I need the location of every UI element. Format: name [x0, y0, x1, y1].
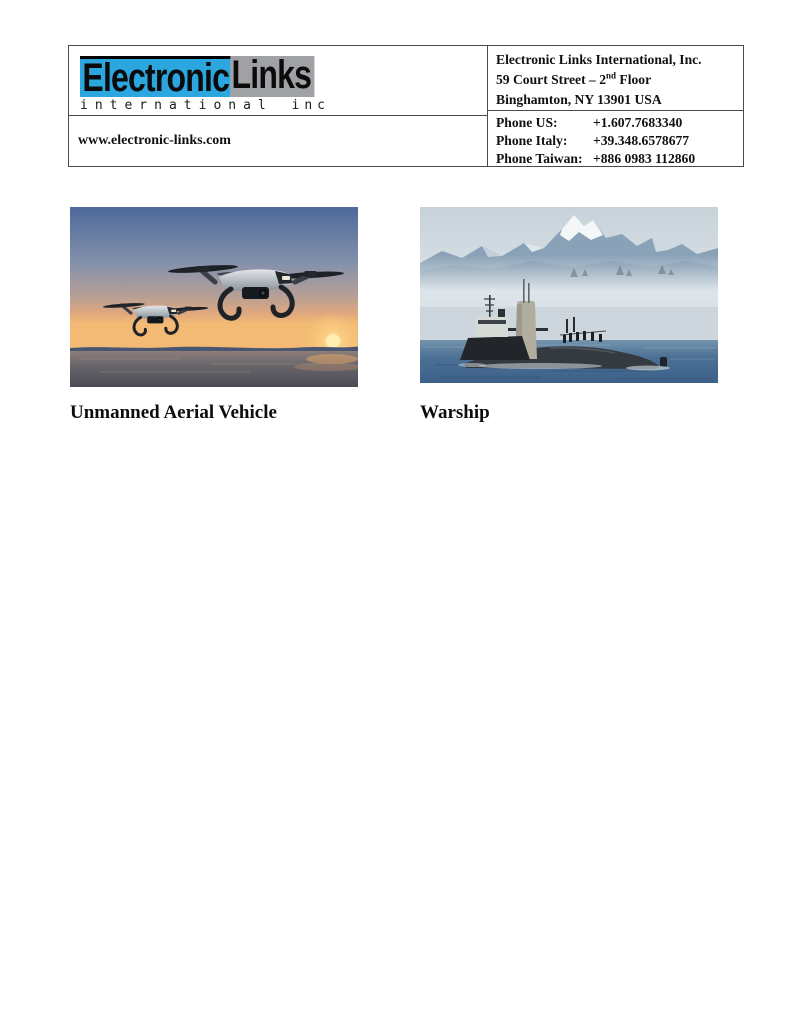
figure-caption-uav: Unmanned Aerial Vehicle: [70, 402, 277, 423]
header-left-column: [69, 46, 488, 166]
header-right-column: [488, 46, 743, 166]
logo-cell: [69, 46, 487, 116]
phone-number: +1.607.7683340: [593, 115, 683, 130]
company-logo: [80, 53, 373, 113]
phone-number: +886 0983 112860: [593, 151, 696, 166]
uav-figure: [70, 207, 358, 387]
street-floor: Floor: [619, 72, 652, 87]
street-ordinal: nd: [606, 70, 617, 81]
phone-label: Phone US:: [496, 115, 558, 130]
logo-tagline-international: international: [80, 98, 273, 113]
figure-caption-warship: Warship: [420, 402, 490, 423]
phone-label: Phone Taiwan:: [496, 151, 583, 166]
logo-wordmark: [80, 53, 314, 100]
logo-wordmark-links: Links: [231, 56, 315, 97]
header-table: [68, 45, 744, 167]
phone-row-taiwan: [496, 150, 739, 168]
company-city: Binghamton, NY 13901 USA: [496, 92, 662, 107]
logo-tagline-inc: inc: [291, 98, 330, 113]
phone-list: [488, 111, 743, 168]
street-text: 59 Court Street – 2: [496, 72, 606, 87]
warship-photo: [420, 207, 718, 383]
company-address: [488, 46, 743, 111]
phone-row-italy: [496, 132, 739, 150]
website-url: www.electronic-links.com: [78, 133, 231, 148]
uav-photo: [70, 207, 358, 387]
buoy: [660, 357, 667, 367]
phone-label: Phone Italy:: [496, 133, 568, 148]
website-cell: [69, 116, 487, 166]
company-name: Electronic Links International, Inc.: [496, 52, 702, 67]
logo-tagline: [80, 98, 330, 113]
company-street: [496, 70, 739, 90]
phone-number: +39.348.6578677: [593, 133, 690, 148]
phone-row-us: [496, 114, 739, 132]
logo-wordmark-electronic: Electronic: [80, 56, 231, 97]
warship-figure: [420, 207, 718, 383]
